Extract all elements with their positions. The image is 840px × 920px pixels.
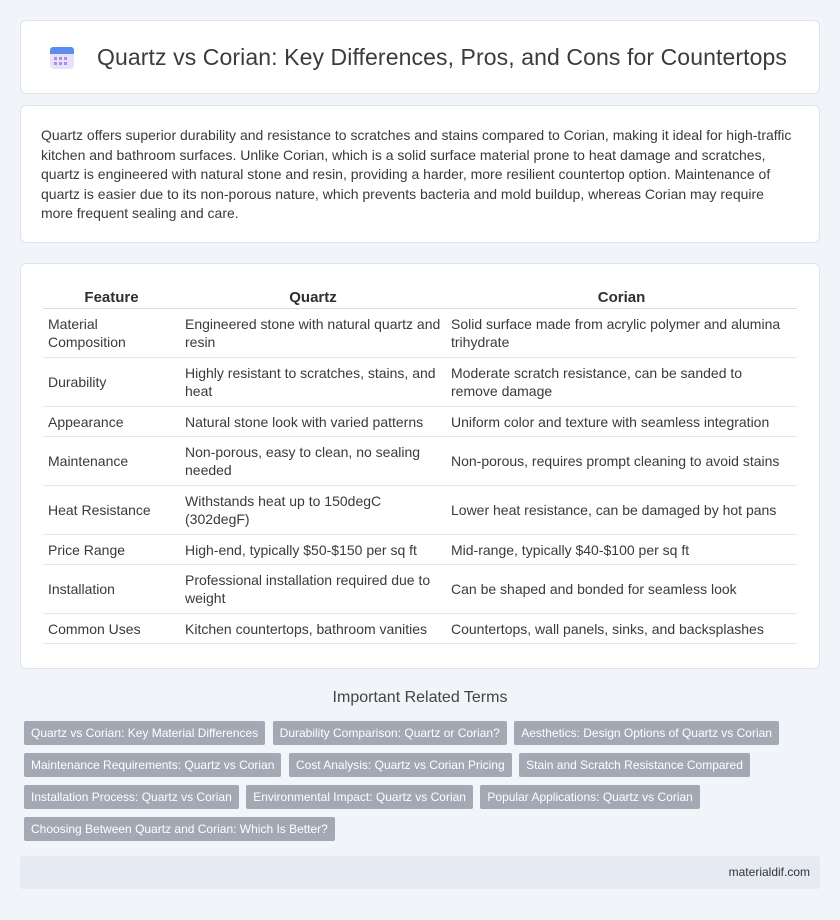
calendar-icon [49, 44, 75, 70]
related-term-tag[interactable]: Environmental Impact: Quartz vs Corian [246, 785, 473, 809]
table-row [43, 535, 797, 565]
table-cell-corian: Solid surface made from acrylic polymer and alumina trihydrate [446, 309, 797, 358]
intro-paragraph: Quartz offers superior durability and resistance to scratches and stains compared to Corian, making it ideal for high-traffic kitchen and bathroom surfaces. Unlike Corian, which is a solid surface material prone to heat damage and scratches, quartz is engineered with natural stone and resin, providing a harder, more resilient countertop option. Maintenance of quartz is easier due to its non-porous nature, which prevents bacteria and mold buildup, whereas Corian may require more frequent sealing and care. [41, 127, 792, 221]
table-row [43, 614, 797, 644]
page-title: Quartz vs Corian: Key Differences, Pros, and Cons for Countertops [97, 43, 787, 70]
header-card [20, 20, 820, 94]
related-term-tag[interactable]: Maintenance Requirements: Quartz vs Corian [24, 753, 281, 777]
table-cell-quartz: Withstands heat up to 150degC (302degF) [180, 486, 446, 535]
table-cell-corian: Countertops, wall panels, sinks, and backsplashes [446, 614, 797, 644]
table-cell-feature: Durability [43, 358, 180, 407]
table-row [43, 565, 797, 614]
table-cell-corian: Can be shaped and bonded for seamless look [446, 565, 797, 614]
column-header-corian: Corian [446, 284, 797, 309]
related-terms-list [24, 721, 814, 849]
table-cell-corian: Mid-range, typically $40-$100 per sq ft [446, 535, 797, 565]
table-cell-corian: Uniform color and texture with seamless integration [446, 407, 797, 437]
table-cell-quartz: Engineered stone with natural quartz and resin [180, 309, 446, 358]
related-term-tag[interactable]: Cost Analysis: Quartz vs Corian Pricing [289, 753, 512, 777]
table-row [43, 437, 797, 486]
table-cell-feature: Material Composition [43, 309, 180, 358]
table-cell-quartz: Natural stone look with varied patterns [180, 407, 446, 437]
related-term-tag[interactable]: Stain and Scratch Resistance Compared [519, 753, 750, 777]
table-row [43, 358, 797, 407]
column-header-quartz: Quartz [180, 284, 446, 309]
table-row [43, 309, 797, 358]
related-term-tag[interactable]: Installation Process: Quartz vs Corian [24, 785, 239, 809]
table-cell-feature: Maintenance [43, 437, 180, 486]
table-cell-feature: Common Uses [43, 614, 180, 644]
comparison-card [20, 263, 820, 669]
column-header-feature: Feature [43, 284, 180, 309]
table-row [43, 486, 797, 535]
table-header-row [43, 284, 797, 309]
related-term-tag[interactable]: Popular Applications: Quartz vs Corian [480, 785, 699, 809]
related-term-tag[interactable]: Quartz vs Corian: Key Material Differences [24, 721, 265, 745]
table-cell-feature: Installation [43, 565, 180, 614]
table-cell-quartz: High-end, typically $50-$150 per sq ft [180, 535, 446, 565]
table-cell-quartz: Non-porous, easy to clean, no sealing needed [180, 437, 446, 486]
table-cell-corian: Lower heat resistance, can be damaged by hot pans [446, 486, 797, 535]
footer [20, 856, 820, 889]
table-row [43, 407, 797, 437]
intro-card [20, 105, 820, 243]
table-cell-quartz: Highly resistant to scratches, stains, and heat [180, 358, 446, 407]
related-term-tag[interactable]: Aesthetics: Design Options of Quartz vs Corian [514, 721, 779, 745]
related-term-tag[interactable]: Choosing Between Quartz and Corian: Which Is Better? [24, 817, 335, 841]
table-cell-quartz: Professional installation required due to weight [180, 565, 446, 614]
table-cell-corian: Moderate scratch resistance, can be sanded to remove damage [446, 358, 797, 407]
table-cell-feature: Appearance [43, 407, 180, 437]
comparison-table [43, 284, 797, 644]
related-term-tag[interactable]: Durability Comparison: Quartz or Corian? [273, 721, 507, 745]
table-cell-quartz: Kitchen countertops, bathroom vanities [180, 614, 446, 644]
table-cell-corian: Non-porous, requires prompt cleaning to avoid stains [446, 437, 797, 486]
table-cell-feature: Price Range [43, 535, 180, 565]
footer-site-link[interactable]: materialdif.com [728, 865, 810, 879]
related-terms-heading: Important Related Terms [332, 689, 508, 706]
table-cell-feature: Heat Resistance [43, 486, 180, 535]
